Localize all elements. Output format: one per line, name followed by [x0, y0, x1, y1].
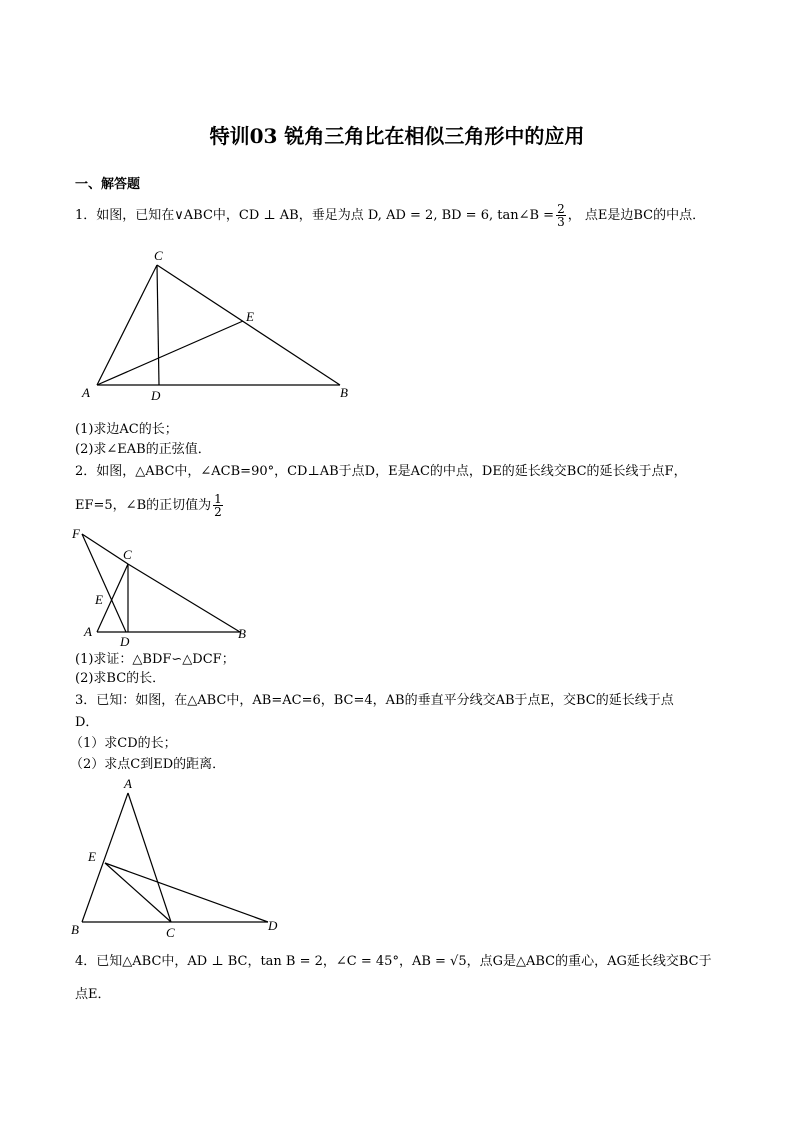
q1-sub2: (2)求∠EAB的正弦值． — [75, 442, 211, 457]
page-title: 特训03 锐角三角比在相似三角形中的应用 — [209, 124, 585, 148]
q3-line1: 3．已知：如图，在△ABC中，AB=AC=6，BC=4，AB的垂直平分线交AB于点E，交BC的延长线于点 — [75, 693, 674, 708]
q1-sub1: (1)求边AC的长； — [75, 422, 178, 437]
fig3-label-b: B — [71, 922, 79, 937]
fig1-label-d: D — [151, 388, 161, 403]
fig2-label-c: C — [123, 547, 132, 562]
fig1-label-b: B — [340, 385, 348, 400]
fig2-label-b: B — [238, 626, 246, 641]
q1-text-b: ， 点E是边BC的中点． — [567, 208, 706, 223]
section-heading: 一、解答题 — [75, 177, 141, 192]
q1-frac-den: 3 — [557, 215, 565, 229]
figure-2 — [68, 522, 268, 652]
fig2-label-f: F — [72, 526, 80, 541]
fig2-label-d: D — [120, 634, 130, 649]
q2-line1: 2．如图，△ABC中，∠ACB=90°，CD⊥AB于点D，E是AC的中点，DE的延长线交BC的延长线于点F， — [75, 464, 687, 479]
figure-1 — [70, 240, 370, 410]
figure-3 — [66, 775, 296, 940]
fig3-label-c: C — [166, 925, 175, 940]
q2-line2a: EF=5，∠B的正切值为 — [75, 498, 212, 513]
fig1-label-a: A — [82, 385, 90, 400]
fig2-label-a: A — [84, 624, 92, 639]
q2-frac-den: 2 — [214, 505, 222, 519]
q3-sub1: （1）求CD的长； — [70, 736, 177, 751]
fig3-label-e: E — [88, 849, 96, 864]
q1-text-a: 1．如图，已知在∨ABC中，CD ⊥ AB，垂足为点 D, AD = 2, BD = 6, tan∠B = — [75, 208, 555, 223]
q3-line2: D． — [75, 715, 99, 730]
q2-frac-num: 1 — [214, 492, 222, 506]
q1-fraction — [556, 203, 566, 228]
fig1-label-c: C — [154, 248, 163, 263]
q2-sub2: (2)求BC的长． — [75, 671, 166, 686]
fig2-label-e: E — [95, 592, 103, 607]
fig3-label-a: A — [124, 776, 132, 791]
q3-sub2: （2）求点C到ED的距离． — [70, 757, 226, 772]
q1-frac-num: 2 — [557, 202, 565, 216]
q4-line2: 点E． — [75, 987, 111, 1002]
question-1-text — [75, 203, 705, 228]
q2-sub1: (1)求证：△BDF∽△DCF； — [75, 652, 235, 667]
q2-fraction — [213, 493, 223, 518]
fig1-label-e: E — [246, 309, 254, 324]
q2-line2 — [75, 493, 225, 518]
q4-line1: 4．已知△ABC中，AD ⊥ BC，tan B = 2，∠C = 45°，AB = √5，点G是△ABC的重心，AG延长线交BC于 — [75, 954, 712, 969]
fig3-label-d: D — [268, 918, 278, 933]
